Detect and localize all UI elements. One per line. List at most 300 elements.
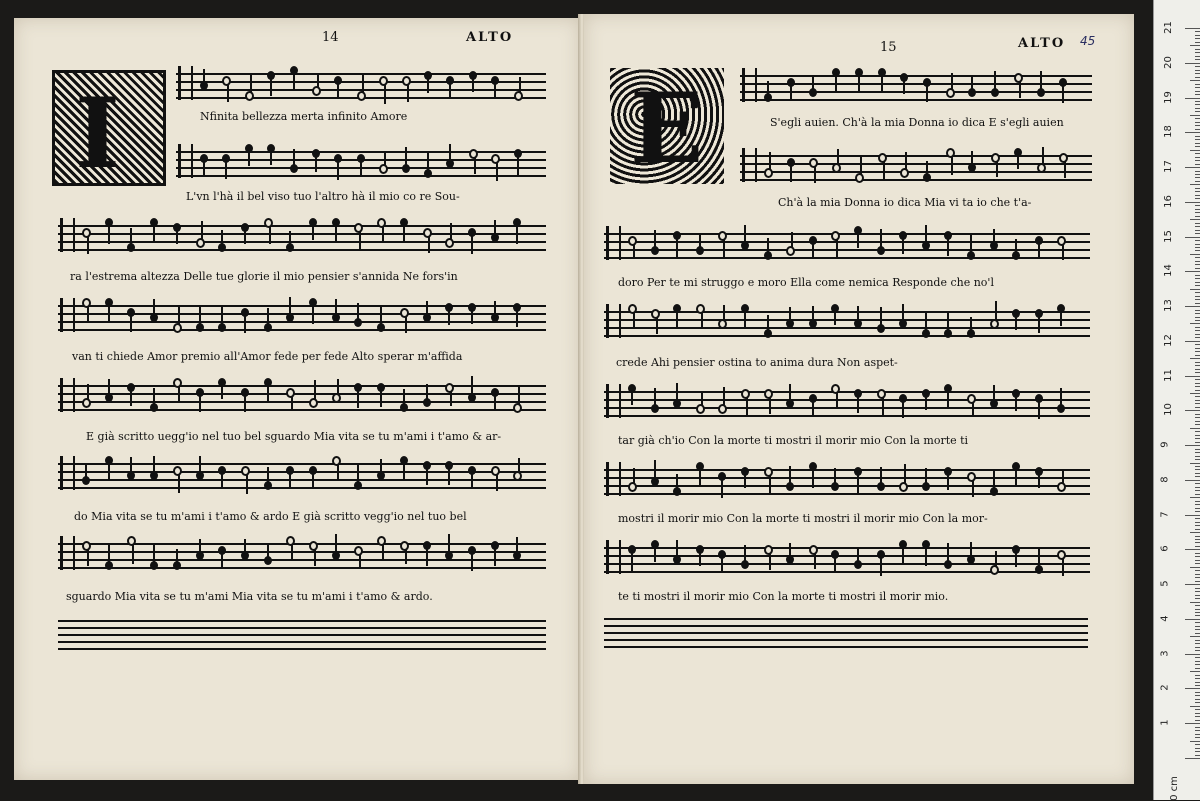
ruler-tick: [1185, 515, 1200, 516]
music-staff: [58, 294, 546, 336]
note-glyph: [424, 169, 432, 178]
ruler-tick: [1185, 584, 1200, 585]
ruler-tick: [1195, 261, 1200, 262]
note-glyph: [423, 541, 431, 550]
note-glyph: [196, 323, 204, 332]
ruler-tick: [1195, 518, 1200, 519]
lyric-line: tar già ch'io Con la morte ti mostri il morir mio Con la morte ti: [618, 434, 969, 447]
empty-staff: [58, 616, 546, 650]
ruler-number: 9: [1159, 441, 1171, 448]
note-glyph: [923, 78, 931, 87]
note-glyph: [967, 329, 975, 338]
ruler-tick: [1195, 678, 1200, 679]
ruler-tick: [1195, 640, 1200, 641]
ruler-tick: [1195, 216, 1200, 217]
note-glyph: [809, 394, 817, 403]
note-glyph: [423, 228, 432, 238]
ruler-tick: [1195, 330, 1200, 331]
ruler-number: 16: [1162, 194, 1174, 208]
ruler-tick: [1195, 504, 1200, 505]
ruler-number: 13: [1162, 299, 1174, 312]
note-glyph: [309, 466, 317, 475]
ruler-tick: [1195, 699, 1200, 700]
ruler-tick: [1190, 45, 1200, 46]
right-folio: 15: [880, 40, 897, 55]
ruler-number: 21: [1162, 21, 1174, 34]
clef-icon: [60, 378, 75, 412]
note-glyph: [241, 466, 250, 476]
note-glyph: [400, 456, 408, 465]
note-glyph: [1035, 236, 1043, 245]
note-glyph: [173, 323, 182, 333]
ruler-tick: [1195, 675, 1200, 676]
clef-icon: [60, 536, 75, 570]
note-glyph: [787, 158, 795, 167]
ruler-tick: [1195, 122, 1200, 123]
lyric-line: sguardo Mia vita se tu m'ami Mia vita se tu m'ami i t'amo & ardo.: [66, 590, 433, 603]
note-glyph: [196, 388, 204, 397]
note-glyph: [82, 476, 90, 485]
note-glyph: [264, 323, 272, 332]
ruler-tick: [1195, 456, 1200, 457]
ruler-tick: [1195, 129, 1200, 130]
note-glyph: [200, 154, 208, 163]
ruler-tick: [1185, 237, 1200, 238]
ruler-tick: [1185, 98, 1200, 99]
ruler-tick: [1195, 431, 1200, 432]
ruler-number: 2: [1159, 684, 1171, 692]
note-glyph: [764, 93, 772, 102]
ruler-tick: [1195, 171, 1200, 172]
ruler-tick: [1195, 42, 1200, 43]
note-glyph: [332, 313, 340, 322]
music-staff: [604, 222, 1090, 264]
note-glyph: [264, 556, 272, 565]
ruler-tick: [1185, 202, 1200, 203]
ruler-tick: [1195, 615, 1200, 616]
ruler-tick: [1195, 709, 1200, 710]
note-glyph: [923, 173, 931, 182]
ruler-tick: [1195, 424, 1200, 425]
note-glyph: [628, 236, 637, 246]
music-staff: [58, 374, 546, 416]
ruler-tick: [1195, 508, 1200, 509]
note-glyph: [855, 173, 864, 183]
note-glyph: [468, 393, 476, 402]
ruler-tick: [1195, 685, 1200, 686]
ruler-tick: [1195, 188, 1200, 189]
ruler-tick: [1195, 748, 1200, 749]
note-glyph: [423, 313, 431, 322]
lyric-line: E già scritto uegg'io nel tuo bel sguardo Mia vita se tu m'ami i t'amo & ar-: [86, 430, 502, 443]
ruler-tick: [1190, 706, 1200, 707]
note-glyph: [309, 218, 317, 227]
note-glyph: [946, 88, 955, 98]
note-glyph: [82, 398, 91, 408]
note-glyph: [990, 565, 999, 575]
note-glyph: [651, 309, 660, 319]
lyric-line: L'vn l'hà il bel viso tuo l'altro hà il mio co re Sou-: [186, 190, 460, 203]
note-glyph: [264, 378, 272, 387]
ruler-tick: [1190, 115, 1200, 116]
note-glyph: [469, 149, 478, 159]
note-glyph: [854, 467, 862, 476]
note-glyph: [105, 218, 113, 227]
note-glyph: [82, 298, 91, 308]
ruler-tick: [1195, 542, 1200, 543]
note-glyph: [82, 541, 91, 551]
ruler-tick: [1185, 376, 1200, 377]
ruler-tick: [1185, 445, 1200, 446]
ruler-tick: [1195, 682, 1200, 683]
ruler-tick: [1195, 692, 1200, 693]
ruler-tick: [1195, 657, 1200, 658]
ruler-tick: [1195, 230, 1200, 231]
initial-letter: E: [630, 72, 704, 185]
ruler-tick: [1185, 271, 1200, 272]
ruler-tick: [1195, 101, 1200, 102]
ruler-tick: [1195, 365, 1200, 366]
ruler-tick: [1195, 622, 1200, 623]
note-glyph: [854, 560, 862, 569]
note-glyph: [400, 403, 408, 412]
note-glyph: [241, 308, 249, 317]
ruler-tick: [1195, 664, 1200, 665]
ruler-tick: [1195, 438, 1200, 439]
note-glyph: [877, 389, 886, 399]
ruler-tick: [1195, 400, 1200, 401]
note-glyph: [651, 540, 659, 549]
ruler-tick: [1195, 205, 1200, 206]
clef-icon: [606, 462, 621, 496]
ruler-tick: [1195, 563, 1200, 564]
ruler-tick: [1190, 323, 1200, 324]
note-glyph: [764, 545, 773, 555]
ruler-tick: [1195, 310, 1200, 311]
ruler-tick: [1195, 390, 1200, 391]
ruler-tick: [1195, 661, 1200, 662]
ruler-tick: [1195, 588, 1200, 589]
ruler-tick: [1190, 150, 1200, 151]
note-glyph: [809, 545, 818, 555]
lyric-line: do Mia vita se tu m'ami i t'amo & ardo E già scritto vegg'io nel tuo bel: [74, 510, 467, 523]
ruler-tick: [1195, 56, 1200, 57]
ruler-tick: [1195, 396, 1200, 397]
note-glyph: [922, 482, 930, 491]
note-glyph: [173, 561, 181, 570]
ruler-tick: [1195, 629, 1200, 630]
ruler-tick: [1195, 379, 1200, 380]
ruler-tick: [1195, 223, 1200, 224]
ruler-tick: [1190, 567, 1200, 568]
ruler-tick: [1195, 160, 1200, 161]
note-glyph: [173, 378, 182, 388]
note-glyph: [764, 168, 773, 178]
ruler-tick: [1195, 581, 1200, 582]
music-staff: [604, 300, 1090, 342]
ruler-tick: [1190, 671, 1200, 672]
note-glyph: [468, 228, 476, 237]
ruler-tick: [1190, 80, 1200, 81]
ruler-tick: [1195, 570, 1200, 571]
ruler-tick: [1190, 463, 1200, 464]
ruler-tick: [1195, 546, 1200, 547]
ruler-tick: [1195, 469, 1200, 470]
ruler-tick: [1195, 146, 1200, 147]
ruler-tick: [1195, 59, 1200, 60]
ruler-tick: [1190, 497, 1200, 498]
note-glyph: [922, 241, 930, 250]
note-glyph: [290, 164, 298, 173]
note-glyph: [241, 223, 249, 232]
ruler-tick: [1185, 758, 1200, 759]
ruler-tick: [1195, 181, 1200, 182]
note-glyph: [651, 246, 659, 255]
ruler-tick: [1195, 449, 1200, 450]
note-glyph: [696, 246, 704, 255]
note-glyph: [468, 546, 476, 555]
note-glyph: [967, 472, 976, 482]
ruler-tick: [1195, 522, 1200, 523]
ruler-tick: [1185, 480, 1200, 481]
ruler-tick: [1195, 111, 1200, 112]
note-glyph: [809, 319, 817, 328]
ruler-tick: [1195, 174, 1200, 175]
ruler-tick: [1195, 494, 1200, 495]
clef-icon: [742, 148, 757, 182]
ruler-tick: [1185, 341, 1200, 342]
music-staff: [176, 140, 546, 182]
ruler-tick: [1185, 619, 1200, 620]
ruler-tick: [1195, 226, 1200, 227]
ruler-tick: [1190, 254, 1200, 255]
note-glyph: [309, 398, 318, 408]
note-glyph: [312, 86, 321, 96]
note-glyph: [922, 389, 930, 398]
note-glyph: [877, 246, 885, 255]
ruler-tick: [1195, 647, 1200, 648]
note-glyph: [173, 466, 182, 476]
note-glyph: [469, 71, 477, 80]
note-glyph: [491, 466, 500, 476]
note-glyph: [332, 218, 340, 227]
ruler-tick: [1195, 702, 1200, 703]
ruler-tick: [1185, 306, 1200, 307]
ruler-tick: [1195, 191, 1200, 192]
note-glyph: [400, 218, 408, 227]
ruler-tick: [1195, 650, 1200, 651]
ruler-tick: [1195, 49, 1200, 50]
ruler-tick: [1195, 643, 1200, 644]
ruler-tick: [1195, 421, 1200, 422]
ruler-tick: [1195, 476, 1200, 477]
note-glyph: [809, 462, 817, 471]
ruler-tick: [1195, 355, 1200, 356]
handwritten-folio: 45: [1080, 34, 1096, 48]
note-glyph: [491, 233, 499, 242]
ruler-tick: [1195, 626, 1200, 627]
clef-icon: [742, 68, 757, 102]
note-glyph: [264, 481, 272, 490]
ruler-tick: [1195, 737, 1200, 738]
ruler-tick: [1195, 609, 1200, 610]
ruler-tick: [1195, 77, 1200, 78]
ruler-tick: [1185, 688, 1200, 689]
ruler-tick: [1195, 744, 1200, 745]
ruler-tick: [1185, 63, 1200, 64]
ruler-tick: [1195, 296, 1200, 297]
note-glyph: [491, 388, 499, 397]
ruler-tick: [1195, 695, 1200, 696]
note-glyph: [196, 551, 204, 560]
ruler-tick: [1195, 31, 1200, 32]
ruler-tick: [1195, 278, 1200, 279]
ruler-tick: [1195, 317, 1200, 318]
initial-letter: I: [75, 77, 120, 190]
note-glyph: [741, 467, 749, 476]
note-glyph: [241, 388, 249, 397]
ruler-number: 6: [1159, 545, 1171, 553]
music-staff: [604, 380, 1090, 422]
ruler-tick: [1195, 483, 1200, 484]
lyric-line: S'egli auien. Ch'à la mia Donna io dica E s'egli auien: [770, 116, 1064, 129]
ruler-tick: [1195, 52, 1200, 53]
ruler-number: 4: [1159, 615, 1171, 622]
ruler-tick: [1195, 369, 1200, 370]
lyric-line: te ti mostri il morir mio Con la morte ti mostri il morir mio.: [618, 590, 949, 603]
note-glyph: [1035, 394, 1043, 403]
decorated-initial-left: [52, 70, 166, 190]
ruler-tick: [1195, 209, 1200, 210]
note-glyph: [402, 76, 411, 86]
ruler-tick: [1195, 177, 1200, 178]
note-glyph: [628, 482, 637, 492]
empty-staff: [604, 614, 1088, 648]
note-glyph: [741, 389, 750, 399]
ruler-tick: [1195, 459, 1200, 460]
music-staff: [58, 214, 546, 256]
ruler-tick: [1185, 654, 1200, 655]
ruler-tick: [1195, 351, 1200, 352]
music-staff: [58, 452, 546, 494]
ruler-tick: [1195, 198, 1200, 199]
ruler-tick: [1190, 393, 1200, 394]
ruler-tick: [1195, 257, 1200, 258]
ruler-tick: [1195, 591, 1200, 592]
ruler-tick: [1185, 410, 1200, 411]
note-glyph: [764, 389, 773, 399]
note-glyph: [423, 461, 431, 470]
ruler-tick: [1190, 358, 1200, 359]
ruler-tick: [1195, 66, 1200, 67]
ruler-tick: [1195, 452, 1200, 453]
note-glyph: [105, 298, 113, 307]
clef-icon: [178, 66, 193, 100]
note-glyph: [922, 540, 930, 549]
ruler-tick: [1195, 386, 1200, 387]
ruler-tick: [1195, 35, 1200, 36]
note-glyph: [309, 298, 317, 307]
ruler-tick: [1195, 327, 1200, 328]
ruler-tick: [1195, 417, 1200, 418]
note-glyph: [877, 482, 885, 491]
ruler-tick: [1195, 244, 1200, 245]
note-glyph: [1035, 467, 1043, 476]
ruler-tick: [1195, 501, 1200, 502]
note-glyph: [468, 303, 476, 312]
ruler-tick: [1195, 442, 1200, 443]
note-glyph: [312, 149, 320, 158]
note-glyph: [967, 555, 975, 564]
note-glyph: [491, 541, 499, 550]
ruler-tick: [1195, 414, 1200, 415]
ruler-tick: [1195, 435, 1200, 436]
note-glyph: [946, 148, 955, 158]
note-glyph: [514, 149, 522, 158]
note-glyph: [424, 71, 432, 80]
note-glyph: [1037, 163, 1046, 173]
note-glyph: [877, 324, 885, 333]
ruler-tick: [1195, 38, 1200, 39]
right-running-header: ALTO: [1018, 36, 1066, 51]
lyric-line: mostri il morir mio Con la morte ti mostri il morir mio Con la mor-: [618, 512, 988, 525]
ruler-tick: [1195, 275, 1200, 276]
ruler-tick: [1195, 727, 1200, 728]
ruler-tick: [1195, 195, 1200, 196]
ruler-number: 17: [1162, 160, 1174, 173]
ruler-tick: [1195, 713, 1200, 714]
note-glyph: [245, 144, 253, 153]
ruler-tick: [1195, 529, 1200, 530]
note-glyph: [741, 560, 749, 569]
ruler-tick: [1195, 250, 1200, 251]
clef-icon: [60, 298, 75, 332]
note-glyph: [105, 456, 113, 465]
ruler-tick: [1195, 595, 1200, 596]
note-glyph: [241, 551, 249, 560]
clef-icon: [60, 456, 75, 490]
note-glyph: [332, 551, 340, 560]
ruler-tick: [1195, 118, 1200, 119]
ruler-number: 14: [1162, 264, 1174, 278]
note-glyph: [513, 403, 522, 413]
note-glyph: [967, 251, 975, 260]
ruler-tick: [1195, 334, 1200, 335]
note-glyph: [878, 153, 887, 163]
ruler-tick: [1195, 264, 1200, 265]
ruler-tick: [1195, 282, 1200, 283]
note-glyph: [1014, 148, 1022, 157]
ruler-tick: [1195, 73, 1200, 74]
left-running-header: ALTO: [466, 30, 514, 45]
ruler-tick: [1195, 320, 1200, 321]
note-glyph: [809, 236, 817, 245]
note-glyph: [628, 545, 636, 554]
ruler-number: 11: [1162, 368, 1174, 382]
lyric-line: ra l'estrema altezza Delle tue glorie il mio pensier s'annida Ne fors'in: [70, 270, 458, 283]
ruler-tick: [1185, 723, 1200, 724]
ruler-tick: [1195, 487, 1200, 488]
note-glyph: [854, 319, 862, 328]
ruler-tick: [1190, 602, 1200, 603]
note-glyph: [357, 154, 365, 163]
note-glyph: [696, 404, 705, 414]
note-glyph: [854, 226, 862, 235]
note-glyph: [332, 456, 341, 466]
ruler-tick: [1195, 372, 1200, 373]
ruler-tick: [1195, 556, 1200, 557]
note-glyph: [200, 81, 208, 90]
